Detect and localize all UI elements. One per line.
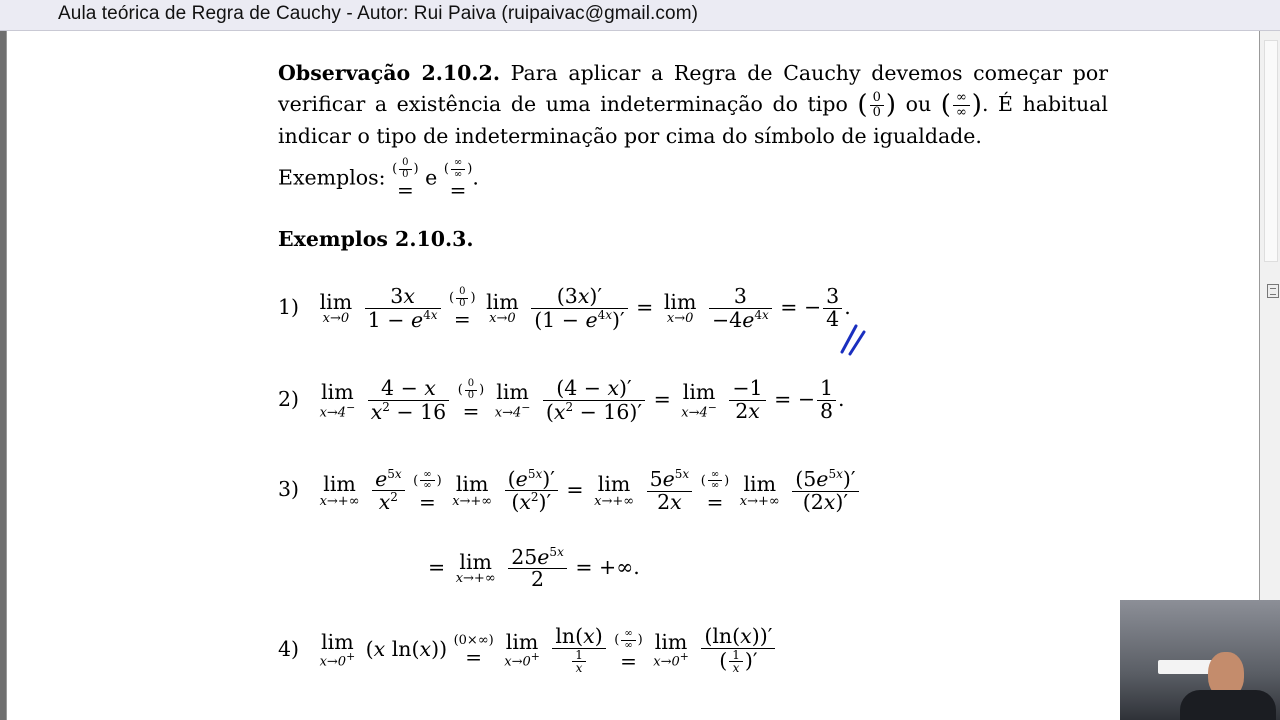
- examples-label: Exemplos:: [278, 165, 386, 190]
- window-title-bar: [0, 0, 1280, 31]
- example-1: 1) lim x→0 $\frac{3x}{1 - e^{4x}}$ ( $\frac{0}{0}$ ) = lim x→0 $\frac{(3x)'}{(1 - e^{4x})'}$ = lim x→0 $\frac{3}{-4e^{4x}}$ = − $\frac{3}{4}$ .: [278, 284, 851, 332]
- observation-text-1: Para aplicar a Regra de Cauchy devemos começar por verificar a existência de uma indeterminação do tipo: [278, 61, 1109, 116]
- example-label: 3): [278, 477, 300, 502]
- examples-heading: Exemplos 2.10.3.: [278, 227, 474, 251]
- examples-heading-row: [278, 224, 1108, 255]
- observation-text-ou: ou: [905, 92, 932, 116]
- example-2: 2) lim x→4− $\frac{4 - x}{x^2 - 16}$ ( $\frac{0}{0}$ ) = lim x→4− $\frac{(4 - x)'}{(x^2 - 16)'}$ = lim x→4− $\frac{-1}{2x}$ = − $\frac{1}{8}$ .: [278, 376, 845, 424]
- example-4: 4) lim x→0+ (x ln(x)) (0×∞) = lim x→0+ $\frac{\ln(x)}{\frac{1}{x}}$ ( $\frac{\infty}{\infty}$ ) = lim x→0+ (ln(x))′ ( $\frac{1}{x}$ )′: [278, 626, 777, 675]
- examples-conjunction: e: [425, 165, 438, 190]
- presenter-body: [1180, 690, 1276, 720]
- observation-paragraph: Observação 2.10.2. Para aplicar a Regra de Cauchy devemos começar por verificar a existência de uma indeterminação do tipo ( $\frac{0}{0}$ ) ou ( $\frac{\infty}{\infty}$ ). É habitual indicar o tipo de indeterminação por cima do símbolo de igualdade.: [278, 61, 1109, 148]
- example-label: 2): [278, 386, 300, 411]
- example-label: 1): [278, 294, 300, 319]
- handwritten-check-icon: [838, 322, 866, 358]
- example-3-line-1: 3) lim x→+∞ $\frac{e^{5x}}{x^2}$ ( $\frac{\infty}{\infty}$ ) = lim x→+∞ $\frac{(e^{5x})'}{(x^2)'}$ = lim x→+∞ $\frac{5e^{5x}}{2x}$ ( $\frac{\infty}{\infty}$ ) = lim x→+∞ $\frac{(5e^{5x})'}{(2x)'}$: [278, 468, 861, 514]
- observation-text-2: . É habitual indicar o tipo de indeterminação por cima do símbolo de igualdade.: [278, 92, 1108, 148]
- document-content: [278, 58, 1109, 676]
- scrollbar-grip-icon[interactable]: [1267, 284, 1279, 298]
- scrollbar-thumb[interactable]: [1264, 40, 1278, 262]
- observation-heading: Observação 2.10.2.: [278, 61, 500, 85]
- window-title: Aula teórica de Regra de Cauchy - Autor: Rui Paiva (ruipaivac@gmail.com): [58, 3, 699, 24]
- examples-inline: Exemplos: ( $\frac{0}{0}$ ) = e ( $\frac{\infty}{\infty}$ ) = .: [278, 157, 479, 202]
- example-3-line-2: = lim x→+∞ $\frac{25e^{5x}}{2}$ = +∞.: [428, 544, 640, 592]
- example-label: 4): [278, 636, 300, 661]
- webcam-overlay: [1120, 600, 1280, 720]
